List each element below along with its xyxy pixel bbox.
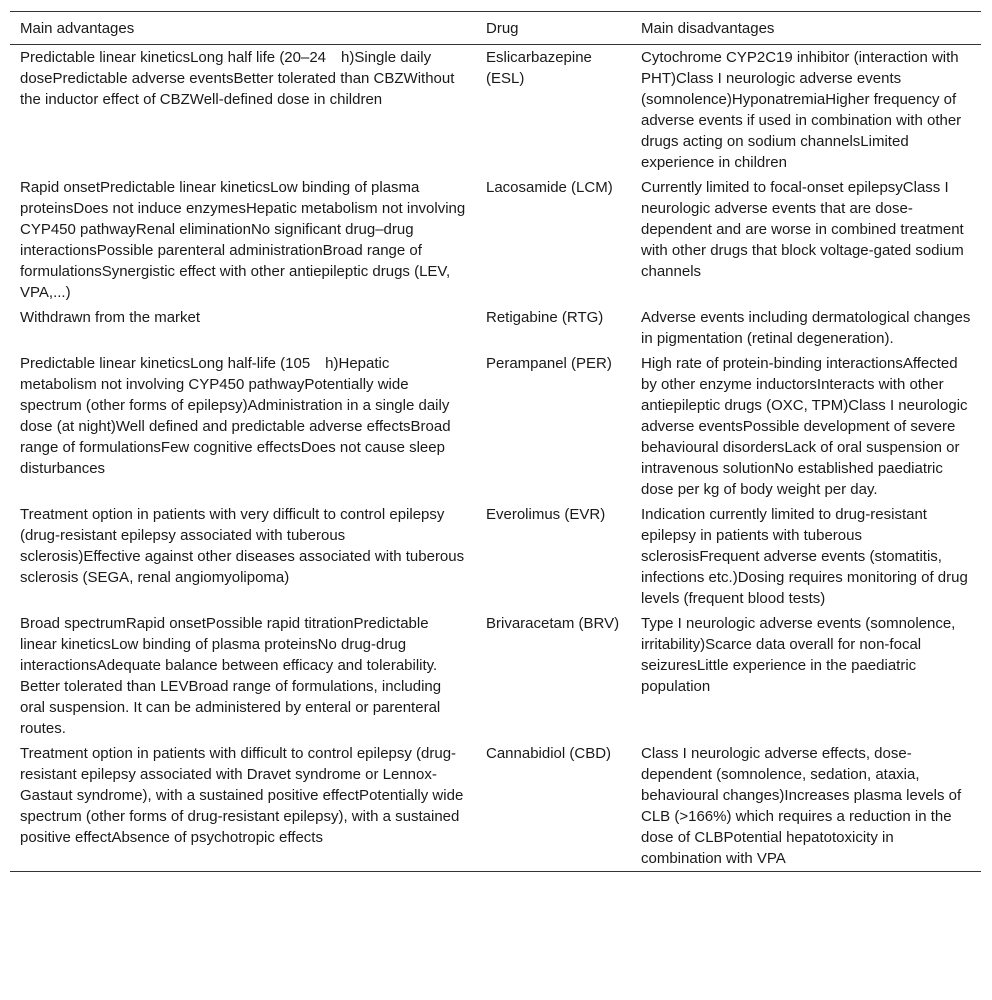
- table-body: [10, 45, 981, 872]
- header-main-advantages: Main advantages: [20, 20, 135, 37]
- advantages-cell: Broad spectrumRapid onsetPossible rapid titrationPredictable linear kineticsLow binding of plasma proteinsNo drug-drug interactionsAdequate balance between efficacy and tolerability. Better tolerated than LEVBroad range of formulations, including oral suspension. It can be administered by enteral or parenteral routes.: [20, 615, 442, 737]
- header-drug: Drug: [486, 20, 519, 37]
- drug-cell: Retigabine (RTG): [486, 309, 604, 326]
- table-row: [10, 45, 981, 176]
- drug-cell: Brivaracetam (BRV): [486, 615, 620, 632]
- drug-cell: Everolimus (EVR): [486, 506, 606, 523]
- table-row: [10, 502, 981, 611]
- disadvantages-cell: Adverse events including dermatological changes in pigmentation (retinal degeneration).: [641, 309, 971, 347]
- table-row: [10, 611, 981, 741]
- table-row: [10, 741, 981, 872]
- drug-cell: Lacosamide (LCM): [486, 179, 613, 196]
- table-row: [10, 175, 981, 305]
- drug-comparison-table: [10, 11, 981, 872]
- advantages-cell: Withdrawn from the market: [20, 309, 201, 326]
- advantages-cell: Treatment option in patients with very difficult to control epilepsy (drug-resistant epilepsy associated with tuberous sclerosis)Effective against other diseases associated with tuberous sclerosis (SEGA, renal angiomyolipoma): [20, 506, 465, 586]
- advantages-cell: Rapid onsetPredictable linear kineticsLow binding of plasma proteinsDoes not induce enzymesHepatic metabolism not involving CYP450 pathwayRenal eliminationNo significant drug–drug interactionsPossible parenteral administrationBroad range of formulationsSynergistic effect with other antiepileptic drugs (LEV, VPA,...): [20, 179, 466, 301]
- drug-cell: Perampanel (PER): [486, 355, 612, 372]
- disadvantages-cell: Currently limited to focal-onset epilepsyClass I neurologic adverse events that are dose-dependent and are worse in combined treatment with other drugs that block voltage-gated sodium channels: [641, 179, 964, 280]
- disadvantages-cell: Class I neurologic adverse effects, dose-dependent (somnolence, sedation, ataxia, behavioural changes)Increases plasma levels of CLB (>166%) which requires a reduction in the dose of CLBPotential hepatotoxicity in combination with VPA: [641, 745, 962, 867]
- drug-cell: Cannabidiol (CBD): [486, 745, 612, 762]
- table-row: [10, 305, 981, 351]
- advantages-cell: Predictable linear kineticsLong half life (20–24 h)Single daily dosePredictable adverse eventsBetter tolerated than CBZWithout the inductor effect of CBZWell-defined dose in children: [20, 49, 455, 108]
- advantages-cell: Predictable linear kineticsLong half-life (105 h)Hepatic metabolism not involving CYP450 pathwayPotentially wide spectrum (other forms of epilepsy)Administration in a single daily dose (at night)Well defined and predictable adverse effectsBroad range of formulationsFew cognitive effectsDoes not cause sleep disturbances: [20, 355, 451, 477]
- drug-cell: Eslicarbazepine (ESL): [486, 49, 592, 87]
- advantages-cell: Treatment option in patients with difficult to control epilepsy (drug-resistant epilepsy associated with Dravet syndrome or Lennox-Gastaut syndrome), with a sustained positive effectPotentially wide spectrum (other forms of drug-resistant epilepsy), with a sustained positive effectAbsence of psychotropic effects: [20, 745, 464, 846]
- table-row: [10, 351, 981, 502]
- table-header: [10, 12, 981, 45]
- disadvantages-cell: Type I neurologic adverse events (somnolence, irritability)Scarce data overall for non-focal seizuresLittle experience in the paediatric population: [641, 615, 956, 695]
- disadvantages-cell: Cytochrome CYP2C19 inhibitor (interaction with PHT)Class I neurologic adverse events (somnolence)HyponatremiaHigher frequency of adverse events if used in combination with other drugs acting on sodium channelsLimited experience in children: [641, 49, 962, 171]
- header-main-disadvantages: Main disadvantages: [641, 20, 775, 37]
- disadvantages-cell: High rate of protein-binding interactionsAffected by other enzyme inductorsInteracts with other antiepileptic drugs (OXC, TPM)Class I neurologic adverse eventsPossible development of severe behavioural disordersLack of oral suspension or intravenous solutionNo established paediatric dose per kg of body weight per day.: [641, 355, 968, 498]
- disadvantages-cell: Indication currently limited to drug-resistant epilepsy in patients with tuberous sclerosisFrequent adverse events (stomatitis, infections etc.)Dosing requires monitoring of drug levels (frequent blood tests): [641, 506, 968, 607]
- header-row: [10, 12, 981, 45]
